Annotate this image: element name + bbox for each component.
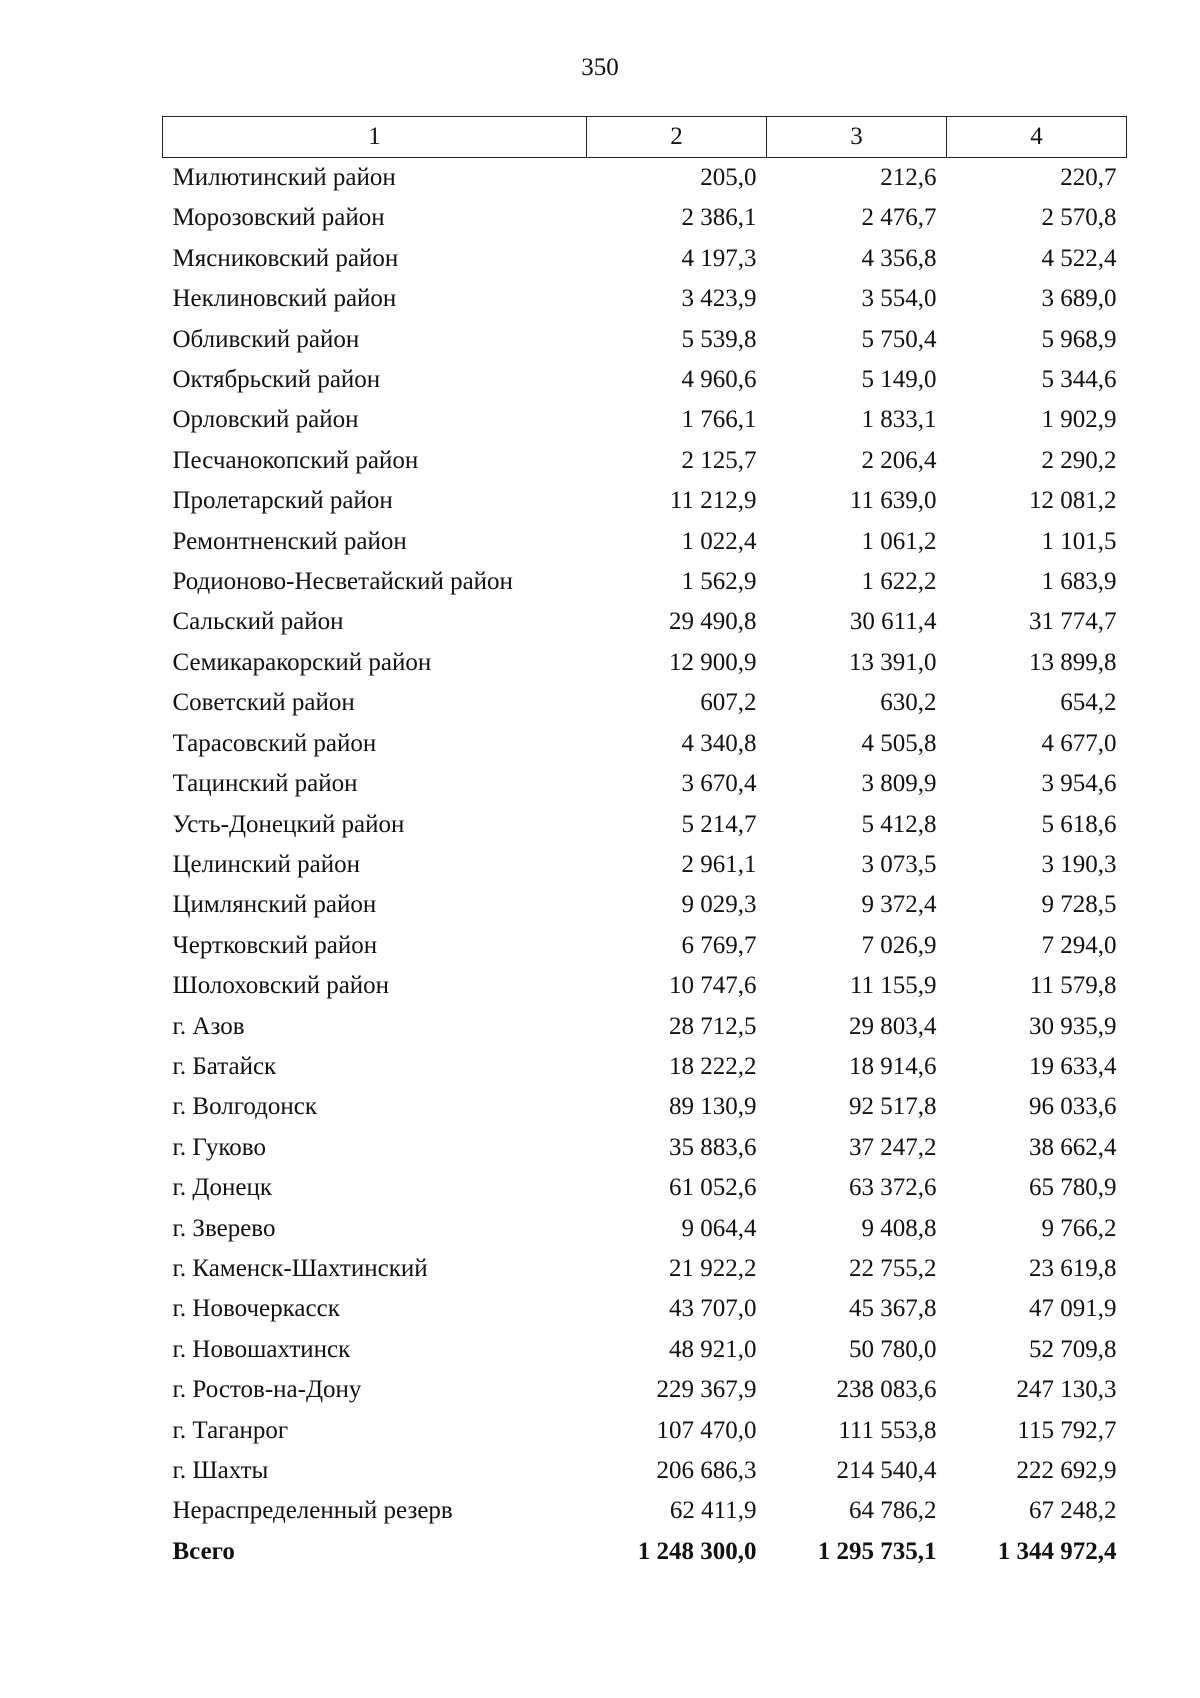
table-row bbox=[163, 279, 1127, 319]
row-name: Чертковский район bbox=[172, 931, 378, 959]
row-value-col-4: 11 579,8 bbox=[1029, 972, 1117, 1000]
row-value-col-3: 1 833,1 bbox=[861, 406, 937, 434]
row-name: Неклиновский район bbox=[172, 285, 397, 313]
table-row bbox=[163, 1491, 1127, 1531]
row-value-col-4: 3 190,3 bbox=[1041, 850, 1117, 878]
row-value-col-4: 13 899,8 bbox=[1029, 648, 1117, 676]
row-name: Обливский район bbox=[172, 325, 360, 353]
row-value-col-2: 5 539,8 bbox=[681, 325, 757, 353]
row-value-col-2: 21 922,2 bbox=[669, 1254, 757, 1282]
total-row bbox=[163, 1532, 1127, 1572]
row-value-col-2: 2 961,1 bbox=[681, 850, 757, 878]
table-row bbox=[163, 360, 1127, 400]
row-value-col-3: 212,6 bbox=[880, 164, 937, 191]
row-value-col-2: 35 883,6 bbox=[669, 1133, 757, 1161]
row-value-col-2: 10 747,6 bbox=[669, 972, 757, 1000]
row-name: Тацинский район bbox=[172, 770, 358, 798]
row-value-col-4: 654,2 bbox=[1060, 689, 1117, 717]
total-label: Всего bbox=[172, 1537, 235, 1565]
table-row bbox=[163, 845, 1127, 885]
row-value-col-3: 9 372,4 bbox=[861, 891, 937, 919]
table-row bbox=[163, 1209, 1127, 1249]
table-row bbox=[163, 683, 1127, 723]
row-value-col-4: 19 633,4 bbox=[1029, 1052, 1117, 1080]
row-value-col-3: 3 073,5 bbox=[861, 850, 937, 878]
row-name: Пролетарский район bbox=[172, 487, 393, 515]
row-name: г. Волгодонск bbox=[172, 1093, 318, 1121]
row-value-col-3: 214 540,4 bbox=[836, 1457, 937, 1484]
row-value-col-4: 96 033,6 bbox=[1029, 1093, 1117, 1121]
budget-table bbox=[162, 116, 1127, 1572]
row-name: Родионово-Несветайский район bbox=[172, 568, 513, 596]
row-value-col-3: 11 639,0 bbox=[849, 487, 937, 515]
row-value-col-3: 64 786,2 bbox=[849, 1497, 937, 1525]
table-row bbox=[163, 764, 1127, 804]
row-value-col-2: 4 960,6 bbox=[681, 366, 757, 394]
row-value-col-2: 48 921,0 bbox=[669, 1335, 757, 1363]
row-value-col-4: 23 619,8 bbox=[1029, 1254, 1117, 1282]
row-value-col-3: 3 809,9 bbox=[861, 770, 937, 798]
row-name: г. Батайск bbox=[172, 1052, 277, 1080]
row-value-col-2: 206 686,3 bbox=[656, 1457, 757, 1484]
row-value-col-3: 50 780,0 bbox=[849, 1335, 937, 1363]
row-value-col-4: 222 692,9 bbox=[1016, 1457, 1117, 1484]
row-value-col-2: 3 670,4 bbox=[681, 770, 757, 798]
table-row bbox=[163, 1087, 1127, 1127]
row-name: Усть-Донецкий район bbox=[172, 810, 405, 838]
row-value-col-3: 5 412,8 bbox=[861, 810, 937, 838]
row-value-col-4: 38 662,4 bbox=[1029, 1133, 1117, 1161]
row-value-col-4: 9 728,5 bbox=[1041, 891, 1117, 919]
row-name: г. Ростов-на-Дону bbox=[172, 1376, 362, 1404]
row-value-col-4: 4 522,4 bbox=[1041, 244, 1117, 272]
table-row bbox=[163, 724, 1127, 764]
row-value-col-2: 11 212,9 bbox=[669, 487, 757, 515]
table-row bbox=[163, 1330, 1127, 1370]
row-name: Ремонтненский район bbox=[172, 527, 407, 555]
row-value-col-3: 30 611,4 bbox=[849, 608, 937, 636]
row-value-col-3: 22 755,2 bbox=[849, 1254, 937, 1282]
table-row bbox=[163, 562, 1127, 602]
row-name: г. Шахты bbox=[172, 1457, 269, 1484]
row-value-col-3: 3 554,0 bbox=[861, 285, 937, 313]
row-value-col-3: 29 803,4 bbox=[849, 1012, 937, 1040]
row-value-col-3: 1 061,2 bbox=[861, 527, 937, 555]
row-value-col-2: 62 411,9 bbox=[669, 1497, 757, 1525]
row-name: Нераспределенный резерв bbox=[172, 1497, 453, 1525]
row-value-col-3: 5 750,4 bbox=[861, 325, 937, 353]
row-value-col-2: 2 386,1 bbox=[681, 204, 757, 232]
row-value-col-2: 12 900,9 bbox=[669, 648, 757, 676]
row-name: Сальский район bbox=[172, 608, 344, 636]
row-name: Октябрьский район bbox=[172, 366, 381, 394]
row-value-col-2: 229 367,9 bbox=[656, 1376, 757, 1404]
row-name: Морозовский район bbox=[172, 204, 385, 232]
row-value-col-2: 61 052,6 bbox=[669, 1174, 757, 1202]
row-value-col-2: 29 490,8 bbox=[669, 608, 757, 636]
row-value-col-2: 107 470,0 bbox=[656, 1416, 757, 1444]
row-name: г. Каменск-Шахтинский bbox=[172, 1254, 428, 1282]
row-value-col-2: 1 022,4 bbox=[681, 527, 757, 555]
row-value-col-2: 3 423,9 bbox=[681, 285, 757, 313]
row-value-col-4: 31 774,7 bbox=[1029, 608, 1117, 636]
row-value-col-4: 2 570,8 bbox=[1041, 204, 1117, 232]
row-value-col-3: 1 622,2 bbox=[861, 568, 937, 596]
table-row bbox=[163, 1411, 1127, 1451]
table-row bbox=[163, 602, 1127, 642]
page-number: 350 bbox=[581, 54, 619, 81]
table-row bbox=[163, 926, 1127, 966]
row-value-col-4: 220,7 bbox=[1060, 164, 1117, 191]
row-value-col-4: 3 954,6 bbox=[1041, 770, 1117, 798]
total-value-col-3: 1 295 735,1 bbox=[817, 1537, 937, 1565]
row-value-col-2: 5 214,7 bbox=[681, 810, 757, 838]
row-value-col-2: 1 562,9 bbox=[681, 568, 757, 596]
row-value-col-3: 4 505,8 bbox=[861, 729, 937, 757]
row-value-col-2: 9 029,3 bbox=[681, 891, 757, 919]
row-name: Мясниковский район bbox=[172, 244, 399, 272]
row-value-col-3: 63 372,6 bbox=[849, 1174, 937, 1202]
row-name: г. Азов bbox=[172, 1012, 245, 1040]
table-row bbox=[163, 1451, 1127, 1491]
row-value-col-4: 12 081,2 bbox=[1029, 487, 1117, 515]
table-row bbox=[163, 1128, 1127, 1168]
row-name: г. Новочеркасск bbox=[172, 1295, 340, 1323]
row-name: Целинский район bbox=[172, 850, 360, 878]
row-value-col-4: 9 766,2 bbox=[1041, 1214, 1117, 1242]
header-col-3: 3 bbox=[767, 117, 947, 158]
table-row bbox=[163, 522, 1127, 562]
row-value-col-3: 11 155,9 bbox=[849, 972, 937, 1000]
header-col-4: 4 bbox=[947, 117, 1127, 158]
row-value-col-4: 247 130,3 bbox=[1016, 1376, 1117, 1404]
table-row bbox=[163, 1047, 1127, 1087]
row-value-col-4: 47 091,9 bbox=[1029, 1295, 1117, 1323]
row-value-col-4: 2 290,2 bbox=[1041, 446, 1117, 474]
table-row bbox=[163, 198, 1127, 238]
row-value-col-4: 3 689,0 bbox=[1041, 285, 1117, 313]
total-value-col-2: 1 248 300,0 bbox=[637, 1537, 757, 1565]
header-col-2: 2 bbox=[587, 117, 767, 158]
total-value-col-4: 1 344 972,4 bbox=[997, 1537, 1117, 1565]
table-row bbox=[163, 966, 1127, 1006]
row-value-col-2: 9 064,4 bbox=[681, 1214, 757, 1242]
row-value-col-3: 37 247,2 bbox=[849, 1133, 937, 1161]
table-row bbox=[163, 1370, 1127, 1410]
row-value-col-2: 2 125,7 bbox=[681, 446, 757, 474]
row-value-col-3: 5 149,0 bbox=[861, 366, 937, 394]
row-value-col-2: 18 222,2 bbox=[669, 1052, 757, 1080]
table-row bbox=[163, 885, 1127, 925]
row-name: г. Гуково bbox=[172, 1133, 266, 1161]
row-value-col-4: 65 780,9 bbox=[1029, 1174, 1117, 1202]
row-value-col-2: 43 707,0 bbox=[669, 1295, 757, 1323]
header-row bbox=[163, 117, 1127, 158]
row-value-col-3: 13 391,0 bbox=[849, 648, 937, 676]
row-value-col-3: 630,2 bbox=[880, 689, 937, 717]
row-name: г. Зверево bbox=[172, 1214, 276, 1242]
table-row bbox=[163, 481, 1127, 521]
table-row bbox=[163, 158, 1127, 199]
row-value-col-4: 7 294,0 bbox=[1041, 931, 1117, 959]
row-value-col-3: 92 517,8 bbox=[849, 1093, 937, 1121]
table-row bbox=[163, 1168, 1127, 1208]
row-value-col-4: 4 677,0 bbox=[1041, 729, 1117, 757]
table-row bbox=[163, 805, 1127, 845]
row-name: г. Донецк bbox=[172, 1174, 272, 1202]
row-name: Семикаракорский район bbox=[172, 648, 432, 676]
table-row bbox=[163, 239, 1127, 279]
row-value-col-4: 1 101,5 bbox=[1041, 527, 1117, 555]
row-name: Песчанокопский район bbox=[172, 446, 419, 474]
row-value-col-4: 5 344,6 bbox=[1041, 366, 1117, 394]
row-value-col-4: 52 709,8 bbox=[1029, 1335, 1117, 1363]
row-value-col-4: 5 618,6 bbox=[1041, 810, 1117, 838]
row-value-col-4: 1 902,9 bbox=[1041, 406, 1117, 434]
table-row bbox=[163, 320, 1127, 360]
table-row bbox=[163, 441, 1127, 481]
row-value-col-3: 7 026,9 bbox=[861, 931, 937, 959]
row-name: г. Таганрог bbox=[172, 1416, 289, 1444]
row-name: Советский район bbox=[172, 689, 355, 717]
row-name: Орловский район bbox=[172, 406, 359, 434]
row-value-col-4: 5 968,9 bbox=[1041, 325, 1117, 353]
header-col-1: 1 bbox=[163, 117, 587, 158]
row-value-col-3: 238 083,6 bbox=[836, 1376, 937, 1404]
table-body bbox=[163, 158, 1127, 1573]
row-value-col-2: 607,2 bbox=[700, 689, 757, 717]
row-value-col-3: 2 476,7 bbox=[861, 204, 937, 232]
row-value-col-3: 45 367,8 bbox=[849, 1295, 937, 1323]
table-row bbox=[163, 400, 1127, 440]
row-value-col-2: 205,0 bbox=[700, 164, 757, 191]
row-value-col-2: 4 340,8 bbox=[681, 729, 757, 757]
row-value-col-3: 9 408,8 bbox=[861, 1214, 937, 1242]
table-row bbox=[163, 1249, 1127, 1289]
row-value-col-2: 89 130,9 bbox=[669, 1093, 757, 1121]
row-value-col-4: 1 683,9 bbox=[1041, 568, 1117, 596]
table-row bbox=[163, 643, 1127, 683]
row-value-col-3: 2 206,4 bbox=[861, 446, 937, 474]
row-value-col-2: 1 766,1 bbox=[681, 406, 757, 434]
table-row bbox=[163, 1007, 1127, 1047]
table-header bbox=[163, 117, 1127, 158]
row-value-col-4: 30 935,9 bbox=[1029, 1012, 1117, 1040]
row-name: Шолоховский район bbox=[172, 972, 390, 1000]
row-name: Цимлянский район bbox=[172, 891, 377, 919]
row-value-col-3: 4 356,8 bbox=[861, 244, 937, 272]
row-value-col-4: 115 792,7 bbox=[1017, 1416, 1117, 1444]
table-row bbox=[163, 1289, 1127, 1329]
row-name: Тарасовский район bbox=[172, 729, 377, 757]
row-value-col-4: 67 248,2 bbox=[1029, 1497, 1117, 1525]
row-value-col-2: 6 769,7 bbox=[681, 931, 757, 959]
row-value-col-3: 18 914,6 bbox=[849, 1052, 937, 1080]
row-name: г. Новошахтинск bbox=[172, 1335, 351, 1363]
row-value-col-2: 28 712,5 bbox=[669, 1012, 757, 1040]
row-name: Милютинский район bbox=[172, 164, 396, 191]
row-value-col-2: 4 197,3 bbox=[681, 244, 757, 272]
row-value-col-3: 111 553,8 bbox=[838, 1416, 937, 1444]
